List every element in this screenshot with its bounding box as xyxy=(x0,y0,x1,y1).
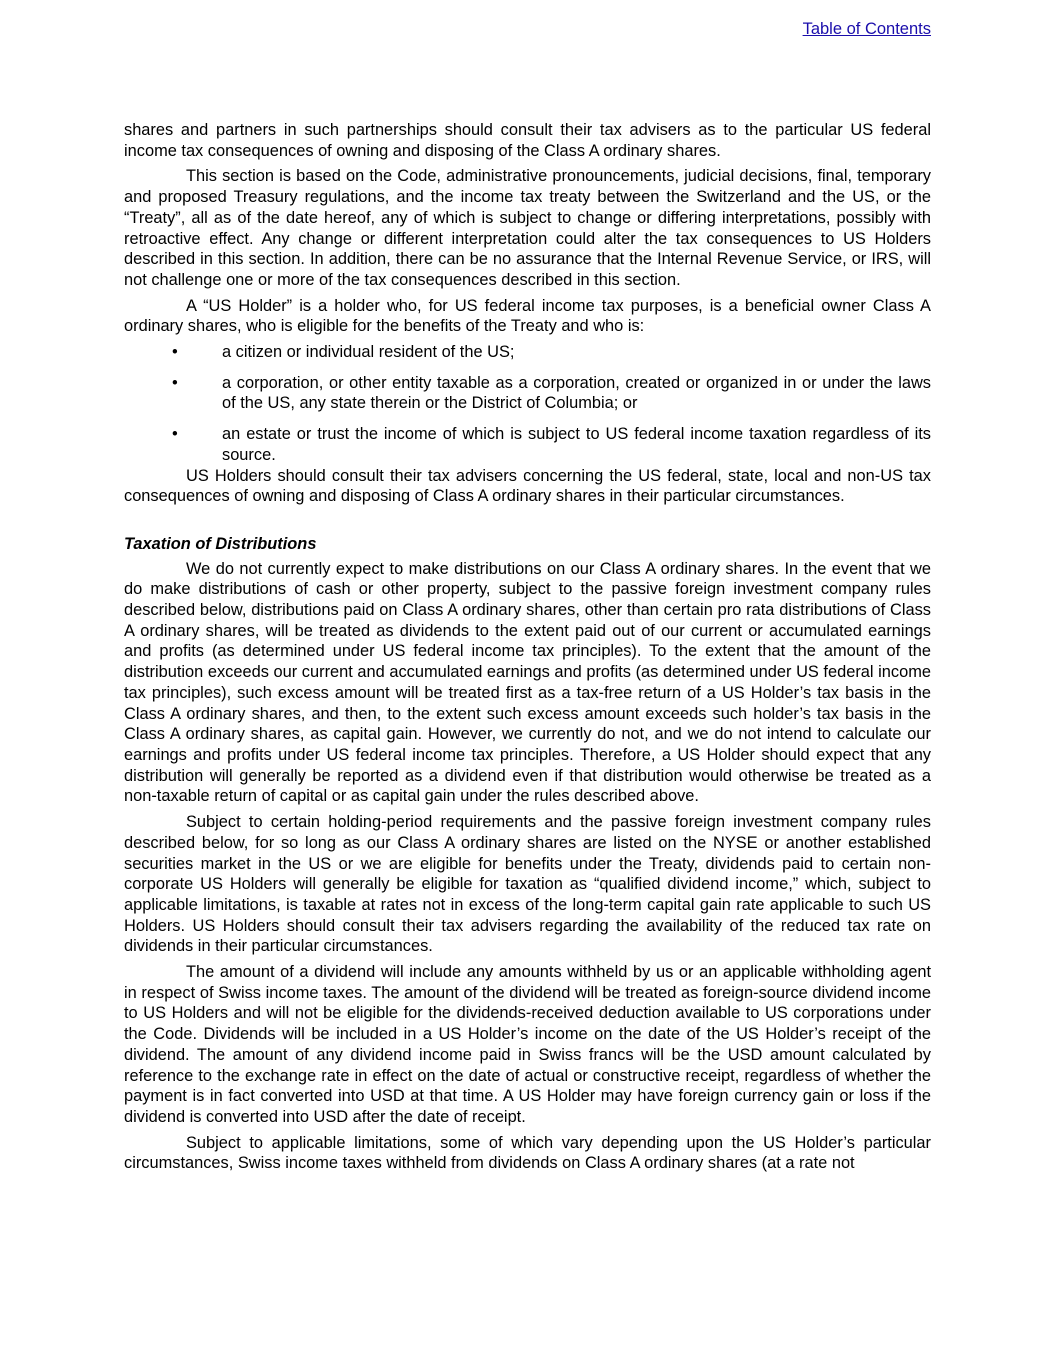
paragraph: Subject to certain holding-period requirements and the passive foreign investment company rules described below, for so long as our Class A ordinary shares are listed on the NYSE or another established securities market in the US or we are eligible for benefits under the Treaty, dividends paid to certain non-corporate US Holders will generally be eligible for taxation as “qualified dividend income,” which, subject to applicable limitations, is taxable at rates not in excess of the long-term capital gain rate applicable to such US Holders. US Holders should consult their tax advisers regarding the availability of the reduced tax rate on dividends in their particular circumstances. xyxy=(124,813,931,956)
section-heading: Taxation of Distributions xyxy=(124,534,317,553)
paragraph: US Holders should consult their tax advisers concerning the US federal, state, local and non-US tax consequences of owning and disposing of Class A ordinary shares in their particular circumstances. xyxy=(124,466,931,506)
paragraph: A “US Holder” is a holder who, for US federal income tax purposes, is a beneficial owner Class A ordinary shares, who is eligible for the benefits of the Treaty and who is: xyxy=(124,296,931,336)
document-body xyxy=(124,120,931,1179)
table-of-contents-link[interactable]: Table of Contents xyxy=(802,20,931,38)
list-item-text: an estate or trust the income of which is subject to US federal income taxation regardless of its source. xyxy=(222,425,931,464)
paragraph: Subject to applicable limitations, some of which vary depending upon the US Holder’s particular circumstances, Swiss income taxes withheld from dividends on Class A ordinary shares (at a rate not xyxy=(124,1133,931,1173)
list-item-text: a citizen or individual resident of the US; xyxy=(222,343,515,362)
us-holder-criteria-list xyxy=(124,342,931,466)
list-item-text: a corporation, or other entity taxable as a corporation, created or organized in or under the laws of the US, any state therein or the District of Columbia; or xyxy=(222,373,931,413)
paragraph: The amount of a dividend will include any amounts withheld by us or an applicable withholding agent in respect of Swiss income taxes. The amount of the dividend will be treated as foreign-source dividend income to US Holders and will not be eligible for the dividends-received deduction available to US corporations under the Code. Dividends will be included in a US Holder’s income on the date of the US Holder’s receipt of the dividend. The amount of any dividend income paid in Swiss francs will be the USD amount calculated by reference to the exchange rate in effect on the date of actual or constructive receipt, regardless of whether the payment is in fact converted into USD at that time. A US Holder may have foreign currency gain or loss if the dividend is converted into USD after the date of receipt. xyxy=(124,963,931,1126)
bullet-marker: • xyxy=(172,425,178,444)
bullet-marker: • xyxy=(172,343,178,362)
list-item xyxy=(124,342,931,363)
paragraph: shares and partners in such partnerships should consult their tax advisers as to the particular US federal income tax consequences of owning and disposing of the Class A ordinary shares. xyxy=(124,121,931,160)
paragraph: This section is based on the Code, administrative pronouncements, judicial decisions, final, temporary and proposed Treasury regulations, and the income tax treaty between the Switzerland and the US, or the “Treaty”, all as of the date hereof, any of which is subject to change or differing interpretations, possibly with retroactive effect. Any change or different interpretation could alter the tax consequences to US Holders described in this section. In addition, there can be no assurance that the Internal Revenue Service, or IRS, will not challenge one or more of the tax consequences described in this section. xyxy=(124,167,931,289)
bullet-marker: • xyxy=(172,373,178,392)
list-item xyxy=(124,424,931,465)
list-item xyxy=(124,373,931,414)
paragraph: We do not currently expect to make distributions on our Class A ordinary shares. In the event that we do make distributions of cash or other property, subject to the passive foreign investment company rules described below, distributions paid on Class A ordinary shares, other than certain pro rata distributions of Class A ordinary shares, will be treated as dividends to the extent paid out of our current or accumulated earnings and profits (as determined under US federal income tax principles). To the extent that the amount of the distribution exceeds our current and accumulated earnings and profits (as determined under US federal income tax principles), such excess amount will be treated first as a tax-free return of a US Holder’s tax basis in the Class A ordinary shares, and then, to the extent such excess amount exceeds such holder’s tax basis in the Class A ordinary shares, as capital gain. However, we currently do not, and we do not intend to calculate our earnings and profits under US federal income tax principles. Therefore, a US Holder should expect that any distribution will generally be reported as a dividend even if that distribution would otherwise be treated as a non-taxable return of capital or as capital gain under the rules described above. xyxy=(124,559,931,806)
